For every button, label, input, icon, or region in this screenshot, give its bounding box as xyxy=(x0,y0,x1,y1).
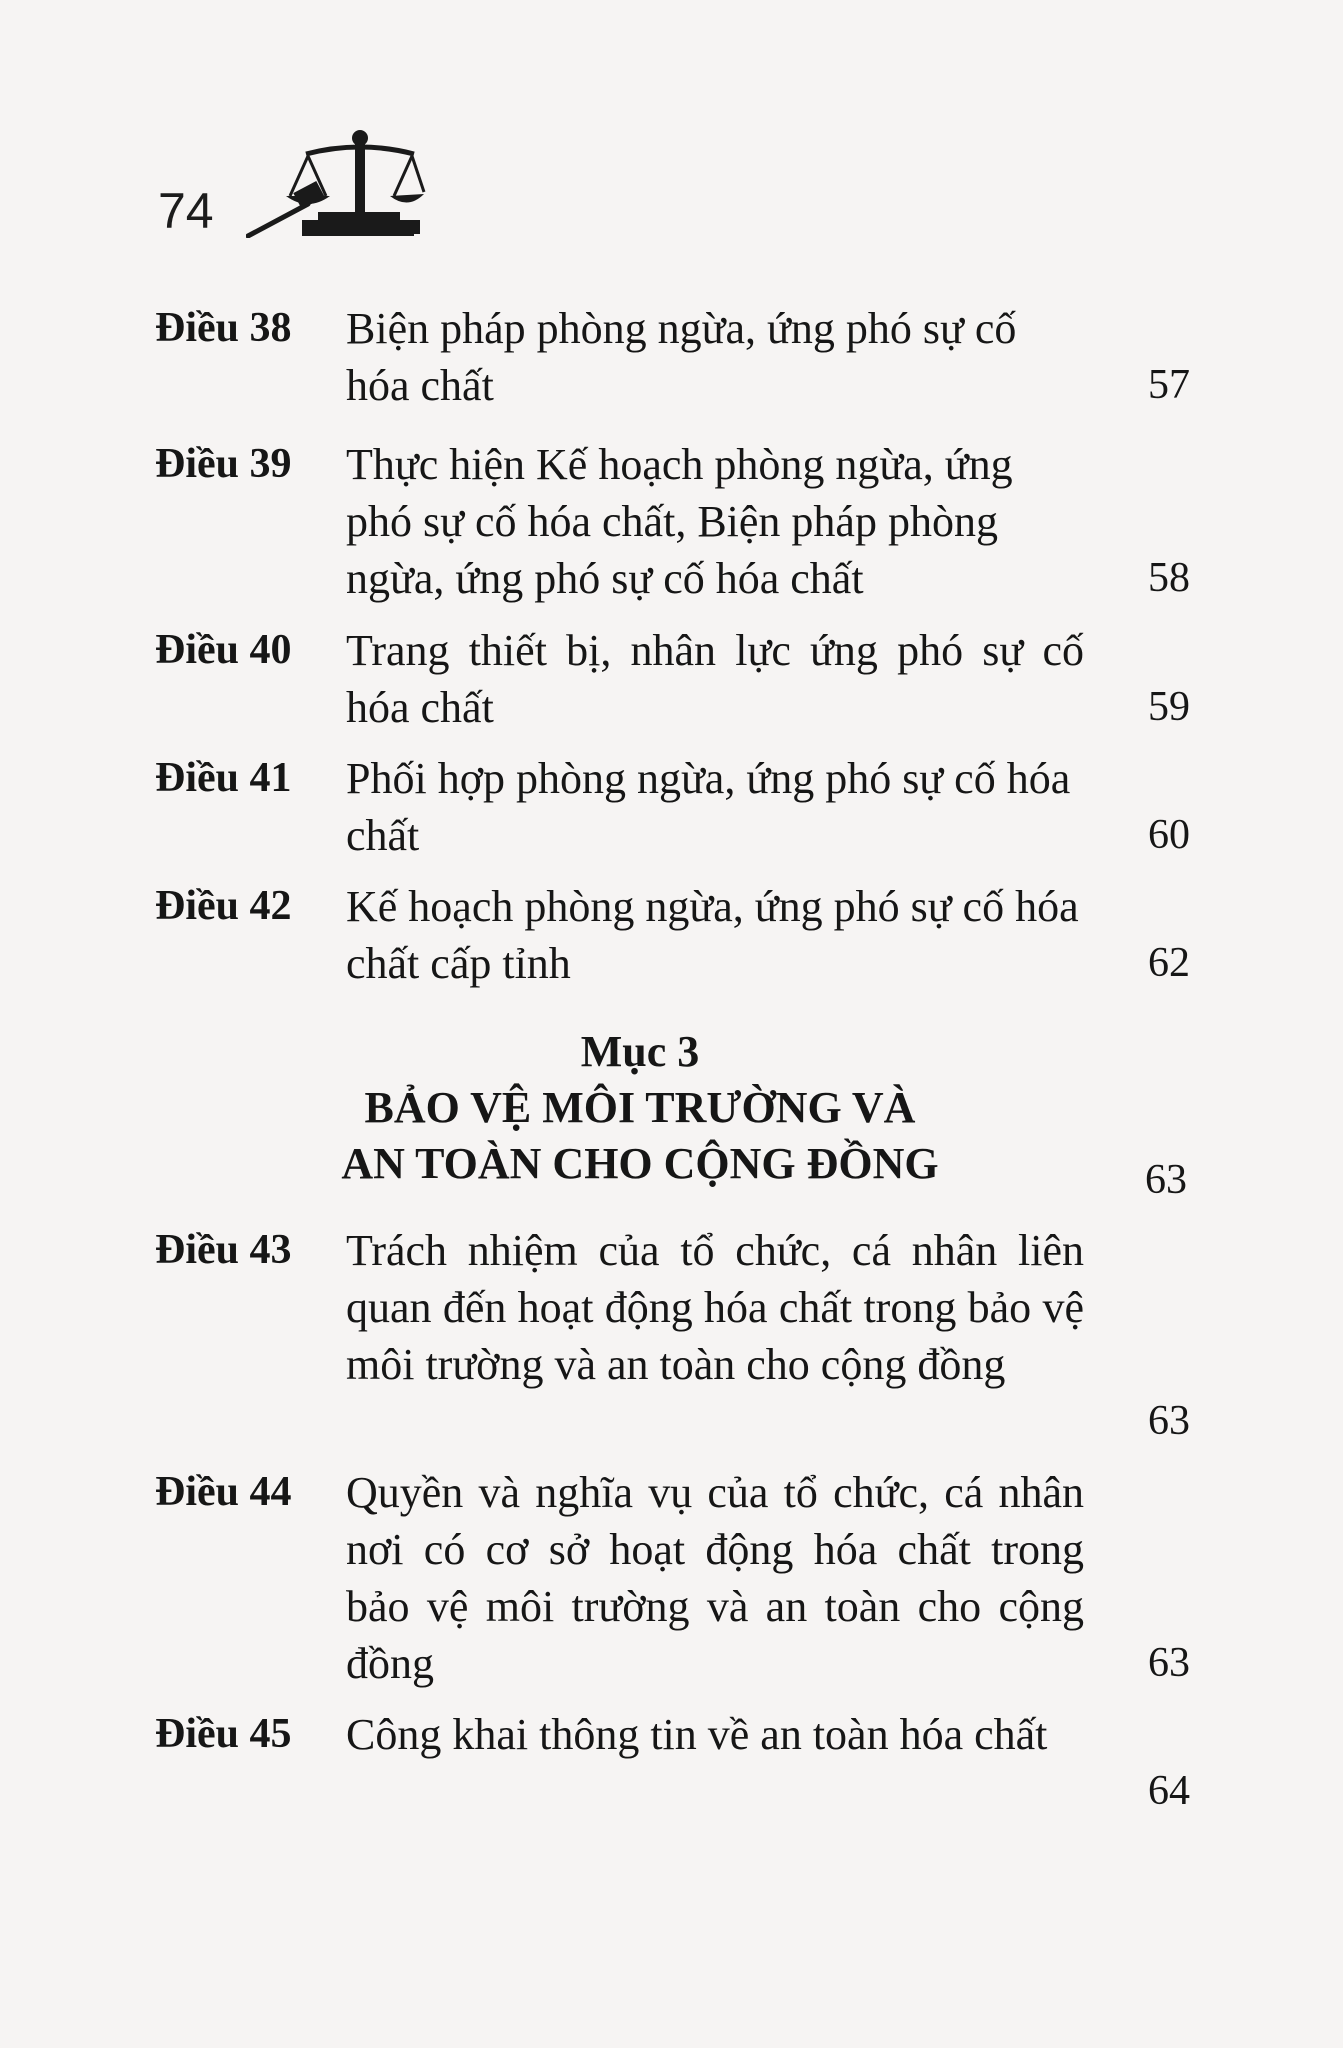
entry-label: Điều 45 xyxy=(155,1711,292,1757)
entry-page-number: 63 xyxy=(1148,1640,1190,1686)
entry-label: Điều 43 xyxy=(155,1227,292,1273)
section-label: Mục 3 xyxy=(580,1027,700,1076)
entry-label: Điều 41 xyxy=(155,755,292,801)
entry-label: Điều 39 xyxy=(155,441,292,487)
scales-of-justice-icon xyxy=(246,120,426,238)
entry-page-number: 64 xyxy=(1148,1768,1190,1814)
entry-title: Công khai thông tin về an toàn hóa chất xyxy=(346,1710,1048,1759)
entry-label: Điều 40 xyxy=(155,627,292,673)
entry-page-number: 59 xyxy=(1148,684,1190,730)
entry-label: Điều 42 xyxy=(155,883,292,929)
entry-title: Trách nhiệm của tổ chức, cá nhân liên quan đến hoạt động hóa chất trong bảo vệ môi trường và an toàn cho cộng đồng xyxy=(346,1226,1084,1389)
section-title-line-1: BẢO VỆ MÔI TRƯỜNG VÀ xyxy=(364,1083,916,1132)
page-number: 74 xyxy=(158,183,214,239)
entry-title: Quyền và nghĩa vụ của tổ chức, cá nhân nơi có cơ sở hoạt động hóa chất trong bảo vệ môi trường và an toàn cho cộng đồng xyxy=(346,1468,1084,1688)
entry-label: Điều 38 xyxy=(155,305,292,351)
entry-title: Biện pháp phòng ngừa, ứng phó sự cố hóa chất xyxy=(346,304,1017,410)
section-page-number: 63 xyxy=(1145,1157,1187,1203)
entry-title: Kế hoạch phòng ngừa, ứng phó sự cố hóa chất cấp tỉnh xyxy=(346,882,1079,988)
entry-title: Thực hiện Kế hoạch phòng ngừa, ứng phó sự cố hóa chất, Biện pháp phòng ngừa, ứng phó sự cố hóa chất xyxy=(346,440,1013,603)
entry-page-number: 60 xyxy=(1148,812,1190,858)
section-title-line-2: AN TOÀN CHO CỘNG ĐỒNG xyxy=(341,1139,939,1188)
entry-page-number: 58 xyxy=(1148,555,1190,601)
entry-label: Điều 44 xyxy=(155,1469,292,1515)
entry-title: Phối hợp phòng ngừa, ứng phó sự cố hóa chất xyxy=(346,754,1071,860)
entry-title: Trang thiết bị, nhân lực ứng phó sự cố hóa chất xyxy=(346,626,1084,732)
entry-page-number: 62 xyxy=(1148,940,1190,986)
entry-page-number: 57 xyxy=(1148,362,1190,408)
entry-page-number: 63 xyxy=(1148,1398,1190,1444)
section-heading xyxy=(280,1024,1000,1192)
